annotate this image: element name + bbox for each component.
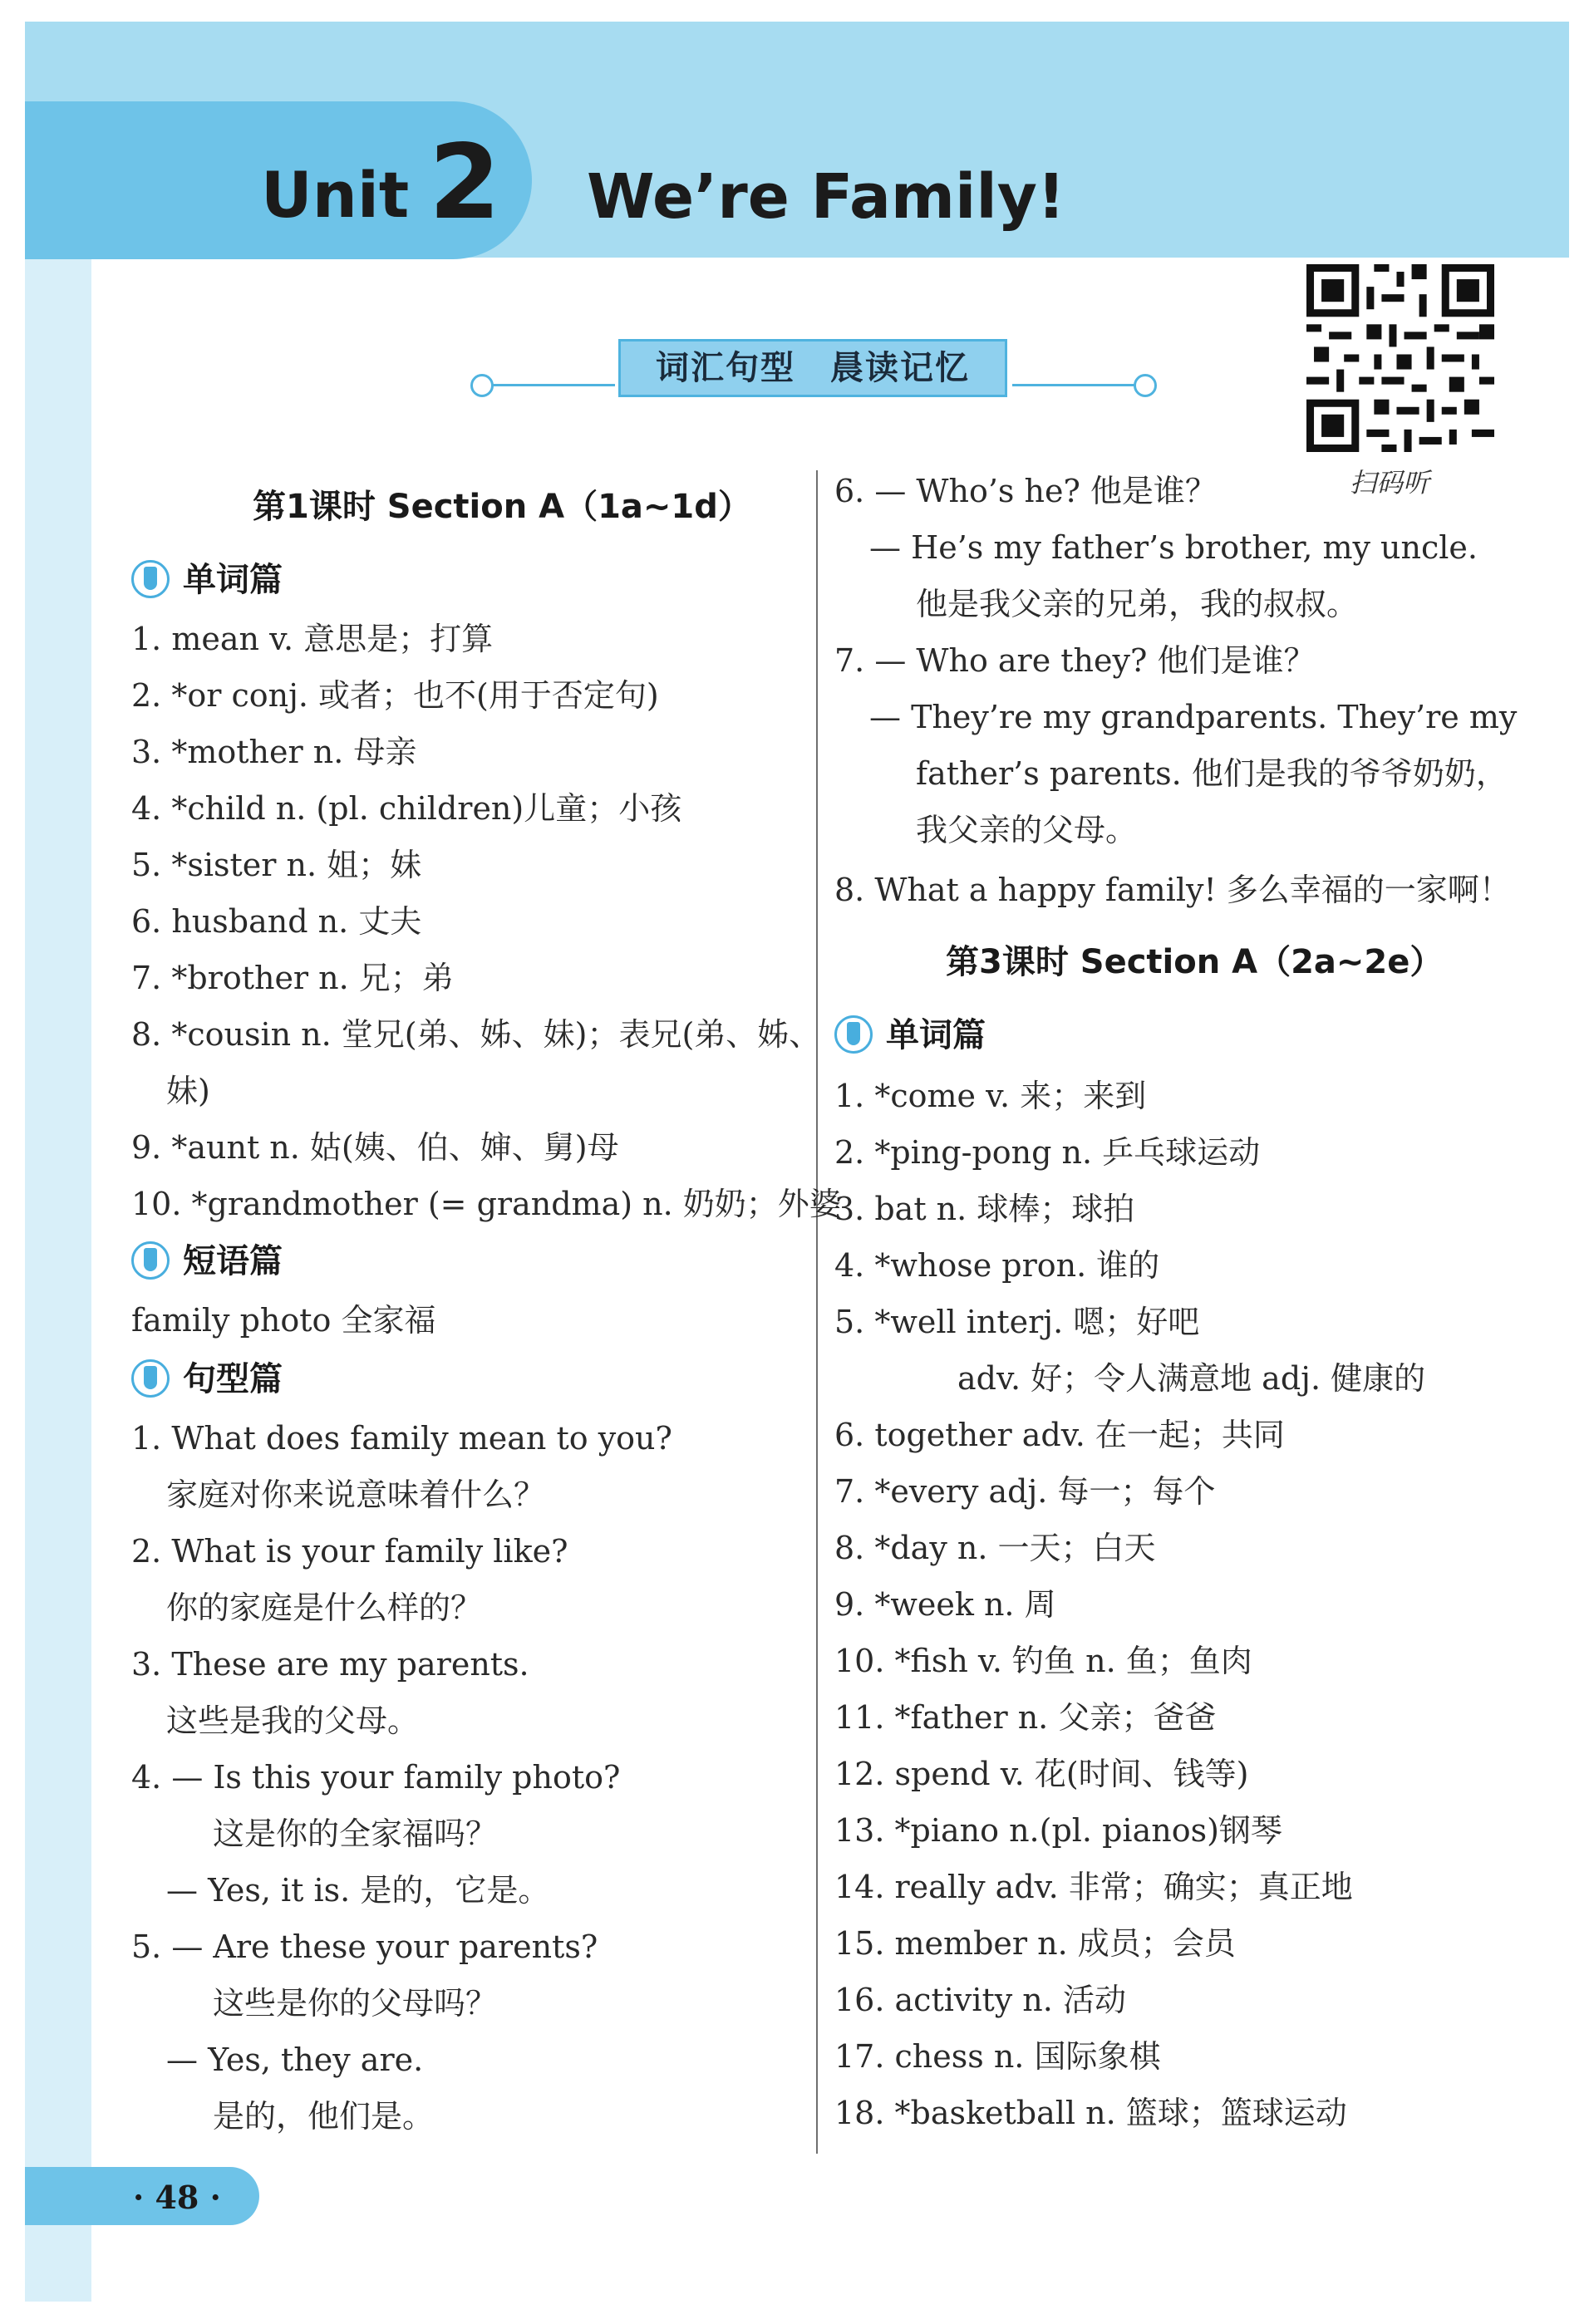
sentence-line: 2. What is your family like? (131, 1533, 568, 1570)
vocab-item-continued: 妹) (166, 1073, 210, 1109)
vocab-item: 17. chess n. 国际象棋 (834, 2038, 1161, 2075)
vocab-item: 5. *sister n. 姐；妹 (131, 847, 422, 883)
sentence-line: — He’s my father’s brother, my uncle. (869, 529, 1478, 566)
sentence-line: 6. — Who’s he? 他是谁？ (834, 473, 1217, 509)
banner-rule-left (482, 384, 615, 386)
vocab-item: 4. *whose pron. 谁的 (834, 1247, 1160, 1284)
sentence-translation: 这些是你的父母吗？ (213, 1985, 498, 2022)
phrase-item: family photo 全家福 (131, 1302, 436, 1339)
sentence-line: — Yes, it is. 是的，它是。 (166, 1872, 550, 1909)
sentence-line: — Yes, they are. (166, 2041, 424, 2078)
vocab-item: 6. husband n. 丈夫 (131, 903, 422, 940)
sentence-line: 7. — Who are they? 他们是谁？ (834, 642, 1316, 679)
sentence-translation: 他是我父亲的兄弟，我的叔叔。 (916, 586, 1359, 622)
qr-code-icon[interactable] (1306, 264, 1494, 452)
banner-rule-right (1012, 384, 1145, 386)
vocab-item: 5. *well interj. 嗯；好吧 (834, 1304, 1200, 1340)
vocab-item: 18. *basketball n. 篮球；篮球运动 (834, 2095, 1347, 2131)
sentence-line: 3. These are my parents. (131, 1646, 529, 1683)
vocab-item: 2. *ping-pong n. 乒乓球运动 (834, 1134, 1261, 1171)
pencil-icon (131, 1359, 170, 1398)
sentence-translation: 我父亲的父母。 (916, 812, 1138, 848)
qr-label: 扫码听 (1350, 467, 1430, 499)
page-number: · 48 · (133, 2179, 221, 2216)
vocab-item: 3. *mother n. 母亲 (131, 734, 417, 770)
vocab-item: 14. really adv. 非常；确实；真正地 (834, 1869, 1353, 1905)
pencil-icon (834, 1015, 873, 1054)
vocab-item: 7. *brother n. 兄；弟 (131, 960, 454, 996)
vocab-item: 7. *every adj. 每一；每个 (834, 1473, 1216, 1510)
vocab-item: 13. *piano n.(pl. pianos)钢琴 (834, 1812, 1282, 1849)
phrase-heading: 短语篇 (183, 1242, 283, 1280)
lesson-1-title: 第1课时 Section A（1a~1d） (253, 488, 751, 526)
vocab-item: 2. *or conj. 或者；也不(用于否定句) (131, 677, 659, 714)
sentence-line: 1. What does family mean to you? (131, 1420, 672, 1457)
vocab-item: 10. *grandmother (= grandma) n. 奶奶；外婆 (131, 1186, 841, 1222)
column-divider (816, 470, 818, 2154)
sentence-heading: 句型篇 (183, 1360, 283, 1398)
unit-title: We’re Family! (587, 161, 1065, 233)
vocab-item: 12. spend v. 花(时间、钱等) (834, 1756, 1249, 1792)
sentence-translation: 是的，他们是。 (213, 2098, 435, 2135)
vocab-heading: 单词篇 (183, 561, 283, 599)
sentence-line: 4. — Is this your family photo? (131, 1759, 621, 1796)
vocab-item: 6. together adv. 在一起；共同 (834, 1417, 1285, 1453)
pencil-icon (131, 560, 170, 598)
left-margin-strip (25, 258, 91, 2302)
vocab-item: 4. *child n. (pl. children)儿童；小孩 (131, 790, 682, 827)
sentence-line: 8. What a happy family! 多么幸福的一家啊！ (834, 872, 1511, 908)
vocab-item: 15. member n. 成员；会员 (834, 1925, 1236, 1962)
sentence-translation: 家庭对你来说意味着什么？ (166, 1476, 546, 1513)
sentence-translation: 这些是我的父母。 (166, 1702, 420, 1739)
vocab-item: 9. *week n. 周 (834, 1586, 1056, 1623)
vocab-item: 10. *fish v. 钓鱼 n. 鱼；鱼肉 (834, 1643, 1252, 1679)
vocab-item-continued: adv. 好；令人满意地 adj. 健康的 (957, 1360, 1426, 1397)
sentence-translation: 这是你的全家福吗？ (213, 1815, 498, 1852)
vocab-item: 8. *day n. 一天；白天 (834, 1530, 1156, 1566)
vocab-item: 1. *come v. 来；来到 (834, 1078, 1147, 1114)
sentence-line: — They’re my grandparents. They’re my (869, 699, 1518, 735)
vocab-item: 16. activity n. 活动 (834, 1982, 1126, 2018)
vocab-item: 8. *cousin n. 堂兄(弟、姊、妹)；表兄(弟、姊、 (131, 1016, 821, 1053)
sentence-line: 5. — Are these your parents? (131, 1928, 598, 1965)
vocab-item: 11. *father n. 父亲；爸爸 (834, 1699, 1217, 1736)
sentence-translation: 你的家庭是什么样的？ (166, 1589, 483, 1626)
banner-swirl-left (470, 374, 494, 397)
section-banner: 词汇句型 晨读记忆 (618, 339, 1007, 397)
lesson-3-title: 第3课时 Section A（2a~2e） (946, 943, 1444, 981)
vocab-heading: 单词篇 (886, 1016, 986, 1054)
unit-word: Unit (261, 158, 410, 232)
pencil-icon (131, 1241, 170, 1280)
vocab-item: 1. mean v. 意思是；打算 (131, 621, 494, 657)
unit-number: 2 (429, 123, 501, 243)
sentence-line: father’s parents. 他们是我的爷爷奶奶， (916, 755, 1508, 792)
banner-swirl-right (1134, 374, 1157, 397)
vocab-item: 9. *aunt n. 姑(姨、伯、婶、舅)母 (131, 1129, 619, 1166)
vocab-item: 3. bat n. 球棒；球拍 (834, 1191, 1135, 1227)
